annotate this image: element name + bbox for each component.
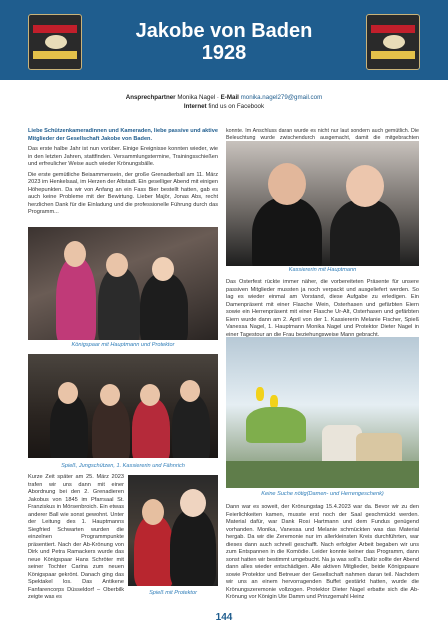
photo-caption: Königspaar mit Hauptmann und Protektor (71, 342, 175, 348)
page-title-year: 1928 (201, 42, 247, 64)
internet-label: Internet (183, 102, 207, 110)
page-title: Jakobe von Baden (135, 20, 313, 42)
photo-caption: Keine Suche nötig(Damen- und Herrengeschenk) (261, 491, 384, 497)
contact-person: Monika Nagel (177, 94, 216, 101)
col1-bottom-text (28, 474, 124, 602)
paragraph: Dann war es soweit, der Krönungstag 15.4.2023 war da. Bevor wir zu den Feierlichkeiten kamen, musste erst noch der Saal geschmückt werden. Material dafür, war Dank Rosi Hartmann und dem Fundus genügend vorhanden. Monika, Vanessa und Melanie schmückten was das Material hergab. Da wir die Zeremonie nur im allerkleinsten Kreis durchführten, war dieses dann auch schnell geschafft. Nach erfolgter Arbeit begaben wir uns zum Entspannen in die Komödie. Leider konnte keiner das Programm, dann sonst hatten wir bestimmt umgebucht. Na ja was soll's. Dafür sollte der Abend dann alles wieder entschädigen. Alle aktiven Mitglieder, beide Königspaare sowie Protektor und Betreuer der Gesellschaft nahmen daran teil. Nachdem wir uns an einem hervorragenden Buffet gestärkt hatten, wurde die Krönungszeremonie vollzogen. Protektor Dieter Nagel erbatte sich die Ab-Krönung vor Königin Ute Damm und Prinzgemahl Heinz (226, 504, 419, 600)
col1-intro-text (28, 128, 218, 217)
paragraph: konnte. Im Anschluss daran wurde es nicht nur laut sondern auch gemütlich. Die Beleuchtung wurde zwischendurch ausgemacht, damit die mitgebrachten (226, 128, 419, 141)
paragraph: Das erste halbe Jahr ist nun vorüber. Einige Ereignisse konnten wieder, wie in den letzten Jahren, stattfinden. Versammlungstermine, Trainingsschießen und erfreulicher Weise auch wieder Krönungsbälle. (28, 146, 218, 167)
page-number: 144 (215, 612, 233, 623)
photo-spiess-protector (128, 475, 218, 586)
col2-middle-text (226, 279, 419, 339)
paragraph: Das Osterfest rückte immer näher, die vorbereiteten Präsente für unsere passiven Mitglieder mussten ja noch verpackt und ausgeliefert werden. So lag es wieder einmal am Vorstand, diese Aufgabe zu erledigen. Ein Damenpräsent mit einer Flasche Wein, Osterhasen und gefärbten Eiern sowie ein Herrenpräsent mit einer Flasche Ur-Alt, Osterhasen und gefärbten Eiern wurde dann am 2. April von der 1. Kassiererin Melanie Fischer, Spieß Vanessa Nagel, 1. Hauptmann Monika Nagel und Protektor Dieter Nagel in einer Tagestour an die Frau beziehungsweise Mann gebracht. (226, 279, 419, 338)
col2-bottom-text (226, 504, 419, 602)
photo-easter-gifts (226, 337, 419, 488)
photo-royal-couple (28, 227, 218, 340)
paragraph: Die erste gemütliche Beisammensein, der große Grenadierball am 11. März 2023 im Henkelsaal, im Herzen der Altstadt. Ein geselliger Abend mit einigen Höhepunkten. Da wir von Anfang an ein Fass Bier bestellt hatten, gab es auch keine Probleme mit der Bewirtung. Lieber Majör, Jonas Abs, recht herzlichen Dank für die Einladung und die professionelle Führung durch das Programm... (28, 171, 218, 215)
email-label: E-Mail (220, 94, 239, 101)
club-crest-right-icon (366, 14, 420, 70)
intro-paragraph: Liebe Schützenkameradinnen und Kameraden, liebe passive und aktive Mitglieder der Gesellschaft Jakobe von Baden. (28, 128, 218, 142)
internet-value: find us on Facebook (208, 102, 265, 110)
photo-caption: Spieß mit Protektor (149, 590, 197, 596)
email-link[interactable]: monika.nagel279@gmail.com (240, 94, 323, 101)
page-header (0, 0, 448, 80)
photo-cashier-captain (226, 141, 419, 266)
photo-caption: Kassiererin mit Hauptmann (288, 267, 357, 273)
photo-caption: Spieß, Jungschützen, 1. Kassiererin und Fähnrich (61, 463, 185, 469)
paragraph: Kurze Zeit später am 25. März 2023 trafen wir uns dann mit einer Abordnung bei den 2. Grenadieren Jakobus von 1845 im Pfarrsaal St. Franziskus in Mörsenbroich. Ein etwas anderer Ball wie sonst gewohnt. Unter der Leitung des 1. Hauptmanns Siegfried Schwarten wurden die einzelnen Programmpunkte präsentiert. Nach der Ab-Krönung von Dirk und Petra Ramackers wurde das neue Königspaar Hans Schröter mit seiner Tochter Carina zum neuen Königspaar gekrönt. Danach ging das Spektakel los. Das Antikene Fanfarencorps Düsseldorf – Oberbilk zeigte was es (28, 474, 124, 600)
contact-label: Ansprechpartner (125, 94, 176, 101)
contact-block: Ansprechpartner Monika Nagel · E-Mail monika.nagel279@gmail.com Internet find us on Facebook (125, 94, 323, 110)
photo-group (28, 354, 218, 458)
